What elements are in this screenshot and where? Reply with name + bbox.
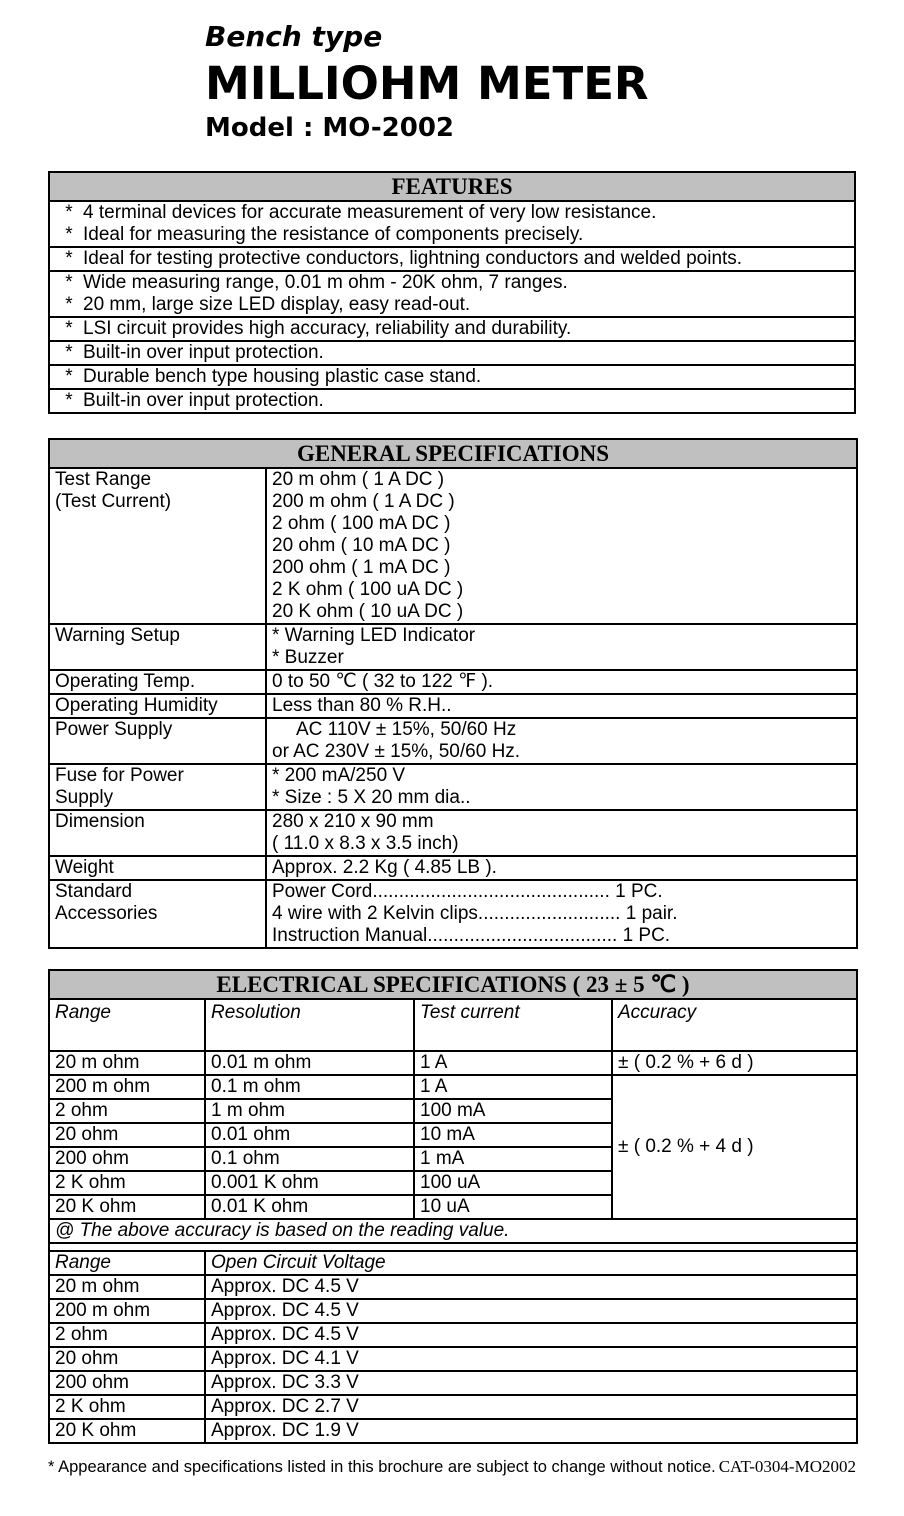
electrical-specs-table [48,969,858,1444]
feature-text: 4 terminal devices for accurate measurement of very low resistance. [83,202,657,223]
column-header-accuracy: Accuracy [612,999,857,1051]
spec-value [266,856,857,880]
feature-text: 20 mm, large size LED display, easy read-out. [83,294,471,315]
range-cell: 20 m ohm [49,1051,205,1075]
spec-value [266,694,857,718]
accuracy-note: @ The above accuracy is based on the reading value. [49,1219,857,1243]
range-cell: 200 m ohm [49,1299,205,1323]
spec-row-standard-accessories [49,880,857,948]
voltage-cell: Approx. DC 4.5 V [205,1299,857,1323]
feature-item [55,390,849,412]
spec-label [49,468,266,624]
range-cell: 20 K ohm [49,1419,205,1443]
resolution-cell: 0.01 ohm [205,1123,414,1147]
feature-text: Built-in over input protection. [83,390,324,411]
test-current-cell: 1 A [414,1051,612,1075]
spec-value [266,468,857,624]
range-cell: 20 K ohm [49,1195,205,1219]
spec-row-fuse [49,764,857,810]
features-group-row [49,317,855,341]
column-header-range: Range [49,1251,205,1275]
electrical-row [49,1075,857,1099]
spec-label-line: Warning Setup [55,625,180,646]
spec-value-line: 20 ohm ( 10 mA DC ) [272,535,451,556]
resolution-cell: 0.001 K ohm [205,1171,414,1195]
resolution-cell: 0.1 m ohm [205,1075,414,1099]
voltage-cell: Approx. DC 3.3 V [205,1371,857,1395]
column-header-open-circuit-voltage: Open Circuit Voltage [205,1251,857,1275]
features-group-row [49,247,855,271]
test-current-cell: 10 mA [414,1123,612,1147]
column-header-test-current: Test current [414,999,612,1051]
ocv-column-header-row [49,1251,857,1275]
electrical-row [49,1051,857,1075]
voltage-cell: Approx. DC 4.5 V [205,1323,857,1347]
spec-label-line: Operating Temp. [55,671,196,692]
range-cell: 200 m ohm [49,1075,205,1099]
spec-value-line: Less than 80 % R.H.. [272,695,452,716]
spec-value-line: AC 110V ± 15%, 50/60 Hz [296,719,517,740]
feature-item [55,366,849,388]
features-table [48,171,856,414]
title-block [205,20,856,145]
product-title: MILLIOHM METER [205,57,649,110]
spec-label [49,670,266,694]
spec-value-line: 280 x 210 x 90 mm [272,811,434,832]
resolution-cell: 0.1 ohm [205,1147,414,1171]
feature-item [55,294,849,316]
features-group-row [49,201,855,247]
spec-value [266,718,857,764]
spec-value-line: Instruction Manual.................................... 1 PC. [272,925,671,946]
ocv-row [49,1275,857,1299]
spec-label-line: Weight [55,857,114,878]
test-current-cell: 10 uA [414,1195,612,1219]
spec-label-line: (Test Current) [55,491,172,512]
feature-text: Ideal for measuring the resistance of components precisely. [83,224,584,245]
spec-label-line: Test Range [55,469,152,490]
feature-item [55,224,849,246]
spec-label-line: Supply [55,787,114,808]
spacer-row [49,1243,857,1251]
spec-value-line: ( 11.0 x 8.3 x 3.5 inch) [272,833,459,854]
features-heading: FEATURES [49,172,855,201]
bullet-asterisk: * [65,202,73,223]
accuracy-note-row [49,1219,857,1243]
feature-text: Ideal for testing protective conductors, lightning conductors and welded points. [83,248,743,269]
features-header-row [49,172,855,201]
features-group-row [49,389,855,413]
spec-label [49,718,266,764]
features-group-row [49,271,855,317]
feature-text: Durable bench type housing plastic case stand. [83,366,482,387]
spec-value [266,764,857,810]
spec-value [266,624,857,670]
feature-item [55,202,849,224]
spec-value-line: 20 m ohm ( 1 A DC ) [272,469,445,490]
spec-label [49,810,266,856]
accuracy-cell: ± ( 0.2 % + 6 d ) [612,1051,857,1075]
feature-text: Built-in over input protection. [83,342,324,363]
spec-value-line: * 200 mA/250 V [272,765,406,786]
spec-row-dimension [49,810,857,856]
ocv-row [49,1395,857,1419]
spec-label [49,856,266,880]
column-header-range: Range [49,999,205,1051]
feature-item [55,248,849,270]
spec-value [266,670,857,694]
accuracy-merged-cell: ± ( 0.2 % + 4 d ) [612,1075,857,1219]
spec-label [49,694,266,718]
bullet-asterisk: * [65,294,73,315]
resolution-cell: 0.01 m ohm [205,1051,414,1075]
feature-text: LSI circuit provides high accuracy, reliability and durability. [83,318,572,339]
product-subtitle: Bench type [205,20,383,53]
range-cell: 2 ohm [49,1323,205,1347]
bullet-asterisk: * [65,342,73,363]
spec-value-line: 200 m ohm ( 1 A DC ) [272,491,455,512]
voltage-cell: Approx. DC 1.9 V [205,1419,857,1443]
spec-row-operating-humidity [49,694,857,718]
general-header-row [49,439,857,468]
spec-label-line: Operating Humidity [55,695,218,716]
spec-value-line: 200 ohm ( 1 mA DC ) [272,557,451,578]
bullet-asterisk: * [65,224,73,245]
bullet-asterisk: * [65,272,73,293]
range-cell: 200 ohm [49,1147,205,1171]
spec-value-line: or AC 230V ± 15%, 50/60 Hz. [272,741,521,762]
spec-row-test-range [49,468,857,624]
features-group-row [49,365,855,389]
spec-label-line: Power Supply [55,719,173,740]
spec-value-line: * Size : 5 X 20 mm dia.. [272,787,471,808]
spec-value-line: * Warning LED Indicator [272,625,476,646]
column-header-resolution: Resolution [205,999,414,1051]
product-model: Model : MO-2002 [205,113,455,143]
electrical-column-header-row [49,999,857,1051]
feature-item [55,342,849,364]
range-cell: 200 ohm [49,1371,205,1395]
spec-label-line: Accessories [55,903,158,924]
spec-value-line: 20 K ohm ( 10 uA DC ) [272,601,464,622]
ocv-row [49,1299,857,1323]
spec-value-line: * Buzzer [272,647,344,668]
bullet-asterisk: * [65,248,73,269]
disclaimer-note: * Appearance and specifications listed in this brochure are subject to change without notice. [48,1458,716,1476]
test-current-cell: 1 mA [414,1147,612,1171]
resolution-cell: 1 m ohm [205,1099,414,1123]
spec-label [49,624,266,670]
page-footer [48,1456,856,1478]
test-current-cell: 1 A [414,1075,612,1099]
spec-value [266,880,857,948]
voltage-cell: Approx. DC 4.1 V [205,1347,857,1371]
voltage-cell: Approx. DC 4.5 V [205,1275,857,1299]
test-current-cell: 100 mA [414,1099,612,1123]
range-cell: 20 m ohm [49,1275,205,1299]
spec-label-line: Dimension [55,811,145,832]
ocv-row [49,1347,857,1371]
feature-text: Wide measuring range, 0.01 m ohm - 20K ohm, 7 ranges. [83,272,568,293]
test-current-cell: 100 uA [414,1171,612,1195]
spec-row-power-supply [49,718,857,764]
range-cell: 20 ohm [49,1123,205,1147]
general-specs-table [48,438,858,949]
spec-label [49,764,266,810]
spec-row-operating-temp [49,670,857,694]
catalog-number: CAT-0304-MO2002 [718,1457,856,1476]
spec-value-line: 2 ohm ( 100 mA DC ) [272,513,451,534]
spacer-cell [49,1243,857,1251]
range-cell: 2 K ohm [49,1171,205,1195]
bullet-asterisk: * [65,390,73,411]
range-cell: 2 K ohm [49,1395,205,1419]
spec-label-line: Fuse for Power [55,765,184,786]
spec-value-line: 4 wire with 2 Kelvin clips........................... 1 pair. [272,903,678,924]
range-cell: 2 ohm [49,1099,205,1123]
feature-item [55,318,849,340]
voltage-cell: Approx. DC 2.7 V [205,1395,857,1419]
general-specs-heading: GENERAL SPECIFICATIONS [49,439,857,468]
spec-value-line: 2 K ohm ( 100 uA DC ) [272,579,464,600]
ocv-row [49,1371,857,1395]
spec-value-line: Approx. 2.2 Kg ( 4.85 LB ). [272,857,497,878]
electrical-specs-heading: ELECTRICAL SPECIFICATIONS ( 23 ± 5 ℃ ) [49,970,857,999]
feature-item [55,272,849,294]
ocv-row [49,1419,857,1443]
spec-label-line: Standard [55,881,133,902]
spec-value-line: 0 to 50 ℃ ( 32 to 122 ℉ ). [272,671,494,692]
electrical-header-row [49,970,857,999]
bullet-asterisk: * [65,318,73,339]
range-cell: 20 ohm [49,1347,205,1371]
bullet-asterisk: * [65,366,73,387]
spec-value [266,810,857,856]
spec-row-warning-setup [49,624,857,670]
ocv-row [49,1323,857,1347]
resolution-cell: 0.01 K ohm [205,1195,414,1219]
spec-value-line: Power Cord............................................. 1 PC. [272,881,663,902]
features-group-row [49,341,855,365]
spec-row-weight [49,856,857,880]
spec-label [49,880,266,948]
